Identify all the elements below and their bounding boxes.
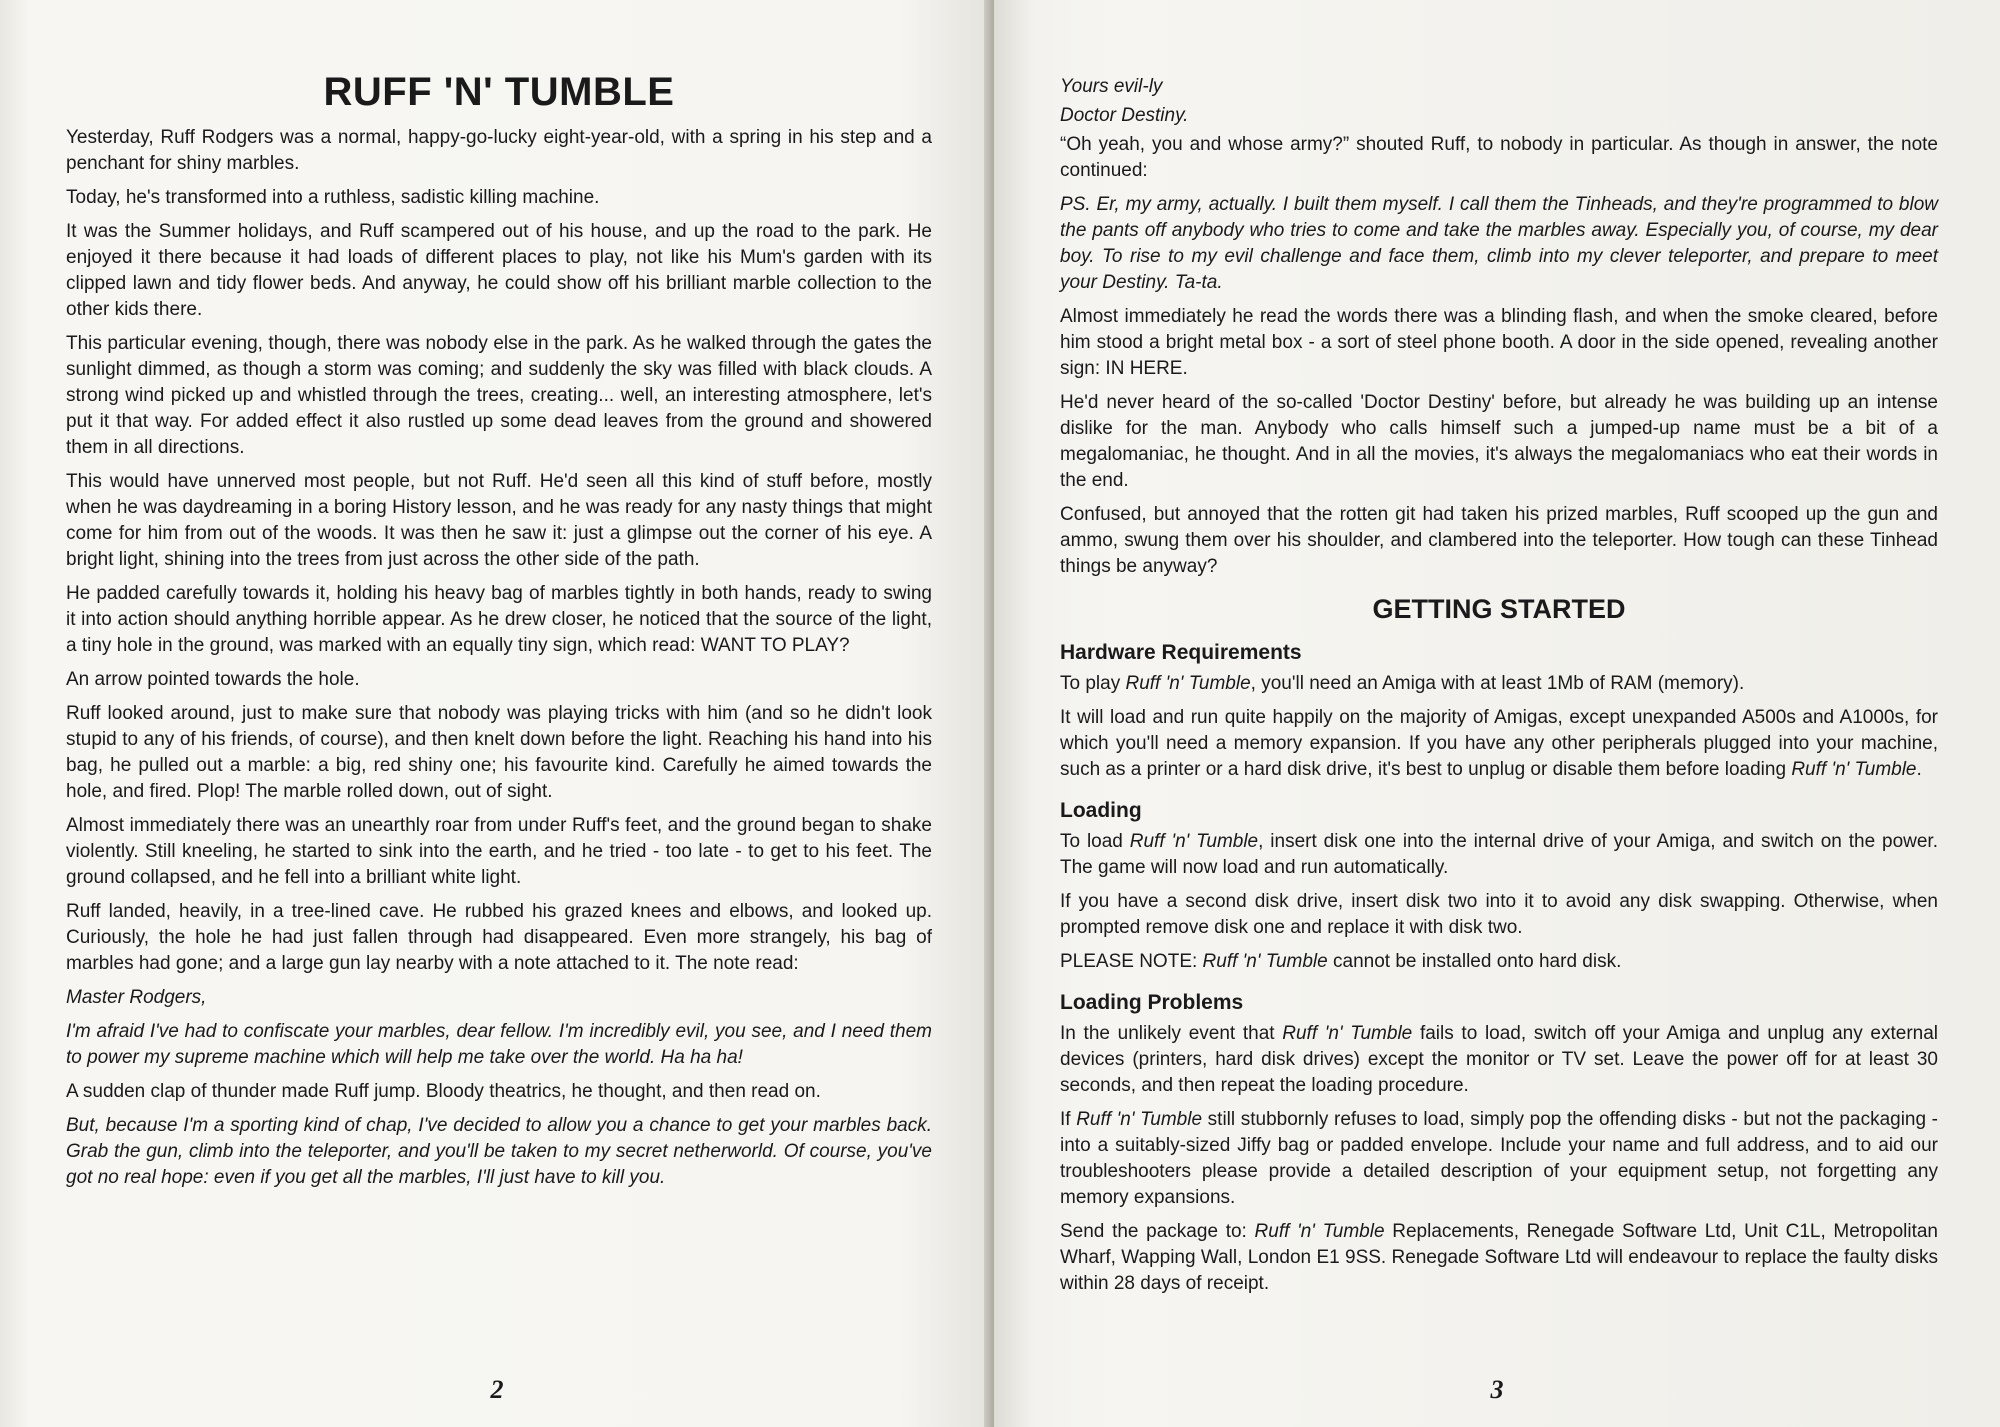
problems-paragraph: If Ruff 'n' Tumble still stubbornly refuses to load, simply pop the offending disks - but not the packaging - into a suitably-sized Jiffy bag or padded envelope. Include your name and full address, and to aid our troubleshooters please provide a detailed description of your equipment setup, not forgetting any memory expansions.: [1060, 1109, 1939, 1208]
story-paragraph: This would have unnerved most people, but not Ruff. He'd seen all this kind of stuff before, mostly when he was daydreaming in a boring History lesson, and he was ready for any nasty things that might come for him from out of the woods. It was then he saw it: just a glimpse out the corner of his eye. A bright light, shining into the trees from just across the other side of the path.: [66, 471, 932, 570]
story-paragraph: He padded carefully towards it, holding his heavy bag of marbles tightly in both hands, ready to swing it into action should anything horrible appear. As he drew closer, he noticed that the source of the light, a tiny hole in the ground, was marked with an equally tiny sign, which read: WANT TO PLAY?: [66, 583, 932, 656]
loading-paragraph: To load Ruff 'n' Tumble, insert disk one into the internal drive of your Amiga, and switch on the power. The game will now load and run automatically.: [1060, 831, 1938, 878]
hardware-requirements-heading: Hardware Requirements: [1060, 641, 1302, 664]
story-paragraph: Confused, but annoyed that the rotten git had taken his prized marbles, Ruff scooped up the gun and ammo, swung them over his shoulder, and clambered into the teleporter. How tough can these Tinhead things be anyway?: [1060, 504, 1938, 577]
story-paragraph: Almost immediately there was an unearthly roar from under Ruff's feet, and the ground began to shake violently. Still kneeling, he started to sink into the earth, and he tried - too late - to get to his feet. The ground collapsed, and he fell into a brilliant white light.: [66, 815, 932, 888]
loading-note: PLEASE NOTE: Ruff 'n' Tumble cannot be installed onto hard disk.: [1060, 951, 1622, 972]
thunder-paragraph: A sudden clap of thunder made Ruff jump. Bloody theatrics, he thought, and then read on.: [66, 1081, 821, 1102]
story-paragraph: Almost immediately he read the words there was a blinding flash, and when the smoke cleared, before him stood a bright metal box - a sort of steel phone booth. A door in the side opened, revealing another sign: IN HERE.: [1060, 306, 1938, 379]
story-paragraph: “Oh yeah, you and whose army?” shouted Ruff, to nobody in particular. As though in answer, the note continued:: [1060, 134, 1938, 181]
signoff-name: Doctor Destiny.: [1060, 105, 1189, 126]
story-paragraph: Yesterday, Ruff Rodgers was a normal, happy-go-lucky eight-year-old, with a spring in his step and a penchant for shiny marbles.: [66, 127, 932, 174]
problems-paragraph: Send the package to: Ruff 'n' Tumble Replacements, Renegade Software Ltd, Unit C1L, Metropolitan Wharf, Wapping Wall, London E1 9SS. Renegade Software Ltd will endeavour to replace the faulty disks within 28 days of receipt.: [1060, 1221, 1938, 1294]
story-paragraph: He'd never heard of the so-called 'Doctor Destiny' before, but already he was building up an intense dislike for the man. Anybody who calls himself such a jumped-up name must be a bit of a megalomaniac, he thought. And in all the movies, it's always the megalomaniacs who eat their words in the end.: [1060, 392, 1938, 491]
note-continued: But, because I'm a sporting kind of chap, I've decided to allow you a chance to get your marbles back. Grab the gun, climb into the teleporter, and you'll be taken to my secret netherworld. Of course, you've got no real hope: even if you get all the marbles, I'll just have to kill you.: [66, 1115, 932, 1188]
story-paragraph: Ruff landed, heavily, in a tree-lined cave. He rubbed his grazed knees and elbows, and looked up. Curiously, the hole he had just fallen through had disappeared. Even more strangely, his bag of marbles had gone; and a large gun lay nearby with a note attached to it. The note read:: [66, 901, 932, 974]
left-page: [0, 0, 994, 1427]
story-paragraph: Today, he's transformed into a ruthless, sadistic killing machine.: [66, 187, 600, 208]
postscript-paragraph: PS. Er, my army, actually. I built them myself. I call them the Tinheads, and they're programmed to blow the pants off anybody who tries to come and take the marbles away. Especially you, of course, my dear boy. To rise to my evil challenge and face them, climb into my clever teleporter, and prepare to meet your Destiny. Ta-ta.: [1060, 194, 1938, 293]
loading-paragraph: If you have a second disk drive, insert disk two into it to avoid any disk swapping. Otherwise, when prompted remove disk one and replace it with disk two.: [1060, 891, 1938, 938]
right-page: [994, 0, 2000, 1427]
loading-heading: Loading: [1060, 799, 1142, 822]
hardware-paragraph: It will load and run quite happily on the majority of Amigas, except unexpanded A500s and A1000s, for which you'll need a memory expansion. If you have any other peripherals plugged into your machine, such as a printer or a hard disk drive, it's best to unplug or disable them before loading Ruff 'n' Tumble.: [1060, 707, 1938, 780]
story-paragraph: Ruff looked around, just to make sure that nobody was playing tricks with him (and so he didn't look stupid to any of his friends, of course), and then knelt down before the light. Reaching his hand into his bag, he pulled out a marble: a big, red shiny one; his favourite kind. Carefully he aimed towards the hole, and fired. Plop! The marble rolled down, out of sight.: [66, 703, 932, 802]
page-number-right: 3: [1490, 1375, 1504, 1404]
getting-started-heading: GETTING STARTED: [1372, 594, 1626, 624]
hardware-paragraph: To play Ruff 'n' Tumble, you'll need an Amiga with at least 1Mb of RAM (memory).: [1060, 673, 1745, 694]
problems-paragraph: In the unlikely event that Ruff 'n' Tumble fails to load, switch off your Amiga and unplug any external devices (printers, hard disk drives) except the monitor or TV set. Leave the power off for at least 30 seconds, and then repeat the loading procedure.: [1060, 1023, 1938, 1096]
story-paragraph: An arrow pointed towards the hole.: [66, 669, 360, 690]
note-body: I'm afraid I've had to confiscate your marbles, dear fellow. I'm incredibly evil, you see, and I need them to power my supreme machine which will help me take over the world. Ha ha ha!: [66, 1021, 932, 1068]
note-salutation: Master Rodgers,: [66, 987, 207, 1008]
manual-title: RUFF 'N' TUMBLE: [323, 70, 675, 114]
signoff-line: Yours evil-ly: [1060, 76, 1163, 97]
page-number-left: 2: [490, 1375, 504, 1404]
story-paragraph: It was the Summer holidays, and Ruff scampered out of his house, and up the road to the park. He enjoyed it there because it had loads of different places to play, not like his Mum's garden with its clipped lawn and tidy flower beds. And anyway, he could show off his brilliant marble collection to the other kids there.: [66, 221, 932, 320]
story-paragraph: This particular evening, though, there was nobody else in the park. As he walked through the gates the sunlight dimmed, as though a storm was coming; and suddenly the sky was filled with black clouds. A strong wind picked up and whistled through the trees, creating... well, an interesting atmosphere, let's put it that way. For added effect it also rustled up some dead leaves from the ground and showered them in all directions.: [66, 333, 932, 458]
loading-problems-heading: Loading Problems: [1060, 991, 1244, 1014]
